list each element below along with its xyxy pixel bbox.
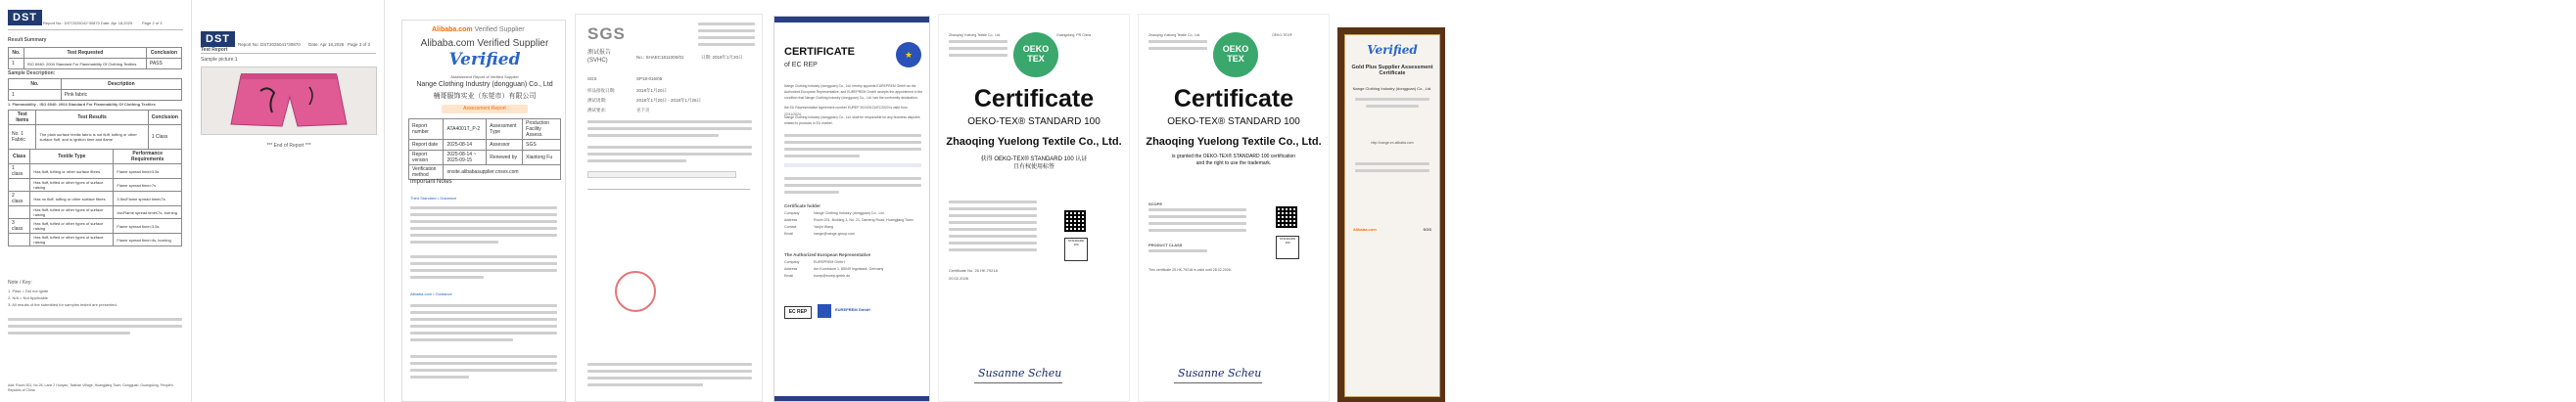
body-line: condition that Nange Clothing Industry (dongguan) Co., Ltd. has the conformity declaration,: [784, 96, 918, 100]
dst-logo: DST: [8, 10, 42, 25]
granted-line: is granted the OEKO-TEX® STANDARD 100 certification: [1171, 154, 1296, 159]
flammability-heading: 1. Flammability - ISO 6940: 2004 Standard For Flammability Of Clothing Textiles: [8, 102, 156, 107]
eu-label: Email: [784, 274, 793, 278]
header-location: Guangdong, PR China: [1056, 33, 1092, 37]
flammability-table: [8, 110, 182, 150]
footer-partner: SGS: [1423, 227, 1431, 232]
dst-logo: DST: [201, 31, 235, 47]
qr-code: [1064, 210, 1086, 232]
holder-value: nange@nange-group.com: [814, 232, 855, 236]
signature: Susanne Scheu: [978, 367, 1062, 380]
page-number: Page 3 of 3: [348, 42, 371, 47]
assessment-label: Assessment Report of Verified Supplier: [450, 74, 519, 79]
product-class-heading: PRODUCT CLASS: [1148, 243, 1183, 247]
certificate-subtitle: of EC REP: [784, 62, 818, 68]
granted-line-cn: 获得 OEKO-TEX® STANDARD 100 认证: [980, 156, 1088, 162]
field-value: 见下页: [636, 108, 650, 112]
class-cell: Flame spread time<4s, burning: [114, 234, 182, 246]
validity-date: 20.02.2026: [949, 276, 969, 281]
alibaba-brand: [432, 26, 525, 33]
scope-heading: SCOPE: [1148, 201, 1163, 206]
note-item: 1. Pass = Did not ignite: [8, 289, 49, 293]
col-test-results: Test Results: [36, 111, 148, 125]
info-cell: Xiaotong Fu: [523, 151, 561, 165]
assessment-report-tab: Assessment Report: [442, 105, 528, 113]
note-item: 3. All results of the submitted for samples tested are presented.: [8, 302, 117, 307]
field-value: 2018年1月20日 - 2018年1月26日: [636, 98, 702, 103]
oeko-tex-logo: OEKO TEX: [1213, 32, 1258, 77]
col-test-requested: Test Requested: [23, 48, 146, 59]
verified-badge: Verified: [1367, 43, 1418, 57]
oeko-tex-logo: OEKO TEX: [1013, 32, 1058, 77]
dst-report-page-3[interactable]: [193, 0, 385, 402]
notes-subheading: Alibaba.com • Guidance: [410, 291, 452, 296]
ec-rep-badge: EC REP: [784, 306, 812, 319]
col-textile-type: Textile Type: [30, 150, 114, 164]
holder-label: Company: [784, 211, 800, 215]
sample-cell: Pink fabric: [61, 90, 181, 101]
class-cell: [9, 206, 30, 219]
class-cell: Has fluff, tufted or other types of surface raising: [30, 179, 114, 192]
class-cell: Has fluff, tufted or other types of surface raising: [30, 206, 114, 219]
report-date: 日期: 2018年1月20日: [701, 55, 743, 60]
info-cell: Assessor: [487, 140, 523, 151]
cert-holder-heading: Certificate holder: [784, 203, 821, 208]
class-cell: 4s≤Flame spread time≤7s, burning: [114, 206, 182, 219]
test-report-title: Test Report: [201, 47, 228, 53]
company-name: Zhaoqing Yuelong Textile Co., Ltd.: [946, 136, 1122, 148]
sgs-test-report[interactable]: [575, 14, 763, 402]
col-test-items: Test Items: [9, 111, 36, 125]
holder-value: Room 201, Building 3, No. 21, Dameng Road, Huangjiang Town: [814, 218, 913, 222]
col-conclusion: Conclusion: [148, 111, 181, 125]
oeko-tex-certificate-en[interactable]: [1138, 14, 1330, 402]
info-cell: 2025-08-14: [444, 140, 487, 151]
summary-cell: 1: [9, 59, 24, 69]
class-cell: Flame spread time>7s: [114, 179, 182, 192]
signature: Susanne Scheu: [1178, 367, 1262, 380]
eu-value: Am Kornbaum 1, 85049 Ingolstadt, Germany: [814, 267, 884, 271]
pink-shorts-illustration: [202, 67, 376, 134]
note-item: 2. N/A = Not Applicable: [8, 295, 49, 300]
class-cell: Has fluff, tufted or other types of surface raising: [30, 234, 114, 246]
certificate-title: Gold Plus Supplier Assessment Certificate: [1351, 65, 1433, 76]
info-cell: Report version: [409, 151, 444, 165]
footer-address: Add: Room 301, No.26, Lane 2 Huoyan, Taishan Village, Huangjiang Town, Dongguan, Guangdong, People's Republic of China: [8, 383, 173, 392]
oeko-tex-certificate-cn[interactable]: [938, 14, 1130, 402]
website-url: http://nange.en.alibaba.com: [1371, 141, 1414, 145]
info-cell: Assessment Type: [487, 119, 523, 140]
ec-rep-certificate[interactable]: [773, 16, 930, 402]
class-cell: Has no fluff, tufting or other surface fibres: [30, 192, 114, 206]
company-name: Nange Clothing Industry (dongguan) Co., Ltd.: [1352, 86, 1432, 91]
class-cell: 3.5s≤Flame spread time≤7s: [114, 192, 182, 206]
highlight-bar: [784, 163, 921, 167]
holder-value: Nange Clothing Industry (dongguan) Co., Ltd.: [814, 211, 885, 215]
header-company: Zhaoqing Yuelong Textile Co., Ltd.: [1148, 33, 1201, 37]
certificate-number: Certificate No. 25.HK.79218: [949, 268, 998, 273]
certificate-title: Certificate: [1173, 85, 1294, 112]
validity-statement: This certificate 25.HK.79218 is valid until 28.02.2026.: [1148, 268, 1232, 272]
sgs-logo: SGS: [587, 24, 626, 43]
standard-label-box: [1276, 236, 1299, 259]
info-cell: Renewed by: [487, 151, 523, 165]
info-cell: Production Facility Assess.: [523, 119, 561, 140]
bottom-band: [774, 396, 929, 401]
notes-subheading: Third Standard • Guidance: [410, 196, 457, 201]
report-number: No.: SHAEC1811000/01: [636, 55, 684, 60]
eu-value: EUREPREM GmbH: [814, 260, 845, 264]
body-line: related to products in EU market.: [784, 121, 833, 125]
flam-cell: The plain surface textile fabric is not fluff, tufting or other surface fluff, and is ignition time and flame: [36, 125, 148, 150]
field-label: 测试周期:: [587, 98, 607, 103]
company-name-en: Nange Clothing Industry (dongguan) Co., Ltd: [416, 81, 553, 88]
company-name-cn: 楠哥服饰实业（东莞市）有限公司: [433, 93, 537, 100]
notes-heading: Note / Key:: [8, 280, 32, 286]
body-line: Authorized European Representative, and EUREPREM GmbH accepts the appointment in the: [784, 90, 923, 94]
header-company: Zhaoqing Yuelong Textile Co., Ltd.: [949, 33, 1002, 37]
col-no: No.: [9, 48, 24, 59]
col-performance: Performance Requirements: [114, 150, 182, 164]
verified-badge: Verified: [448, 50, 521, 69]
eu-label: Address: [784, 267, 798, 271]
standard-name: OEKO-TEX® STANDARD 100: [967, 116, 1101, 127]
label-text: STANDARD 100: [1279, 237, 1296, 245]
report-number: Report No: DST2025041*30870: [238, 42, 301, 47]
granted-line: and the right to use the trademark.: [1195, 160, 1272, 166]
standard-name: OEKO-TEX® STANDARD 100: [1167, 116, 1300, 127]
footer-brand: Alibaba.com: [1353, 227, 1377, 232]
sample-cell: 1: [9, 90, 62, 101]
eu-rep-heading: The Authorized European Representative: [784, 252, 871, 257]
class-cell: Flame spread time≥3.5s: [114, 164, 182, 179]
class-cell: 1 class: [9, 164, 30, 179]
summary-cell: PASS: [146, 59, 181, 69]
class-cell: Flame spread time<3.5s: [114, 219, 182, 234]
field-label: 测试要求:: [587, 108, 607, 112]
eu-stars-icon: ★: [896, 42, 921, 67]
eu-label: Company: [784, 260, 800, 264]
info-cell: 2025-08-14 ~ 2025-09-15: [444, 151, 487, 165]
end-of-report: *** End of Report ***: [266, 143, 311, 149]
info-cell: SGS: [523, 140, 561, 151]
eu-value: eurep@eurep-gmbh.de: [814, 274, 851, 278]
info-cell: ATA4001T_P-2: [444, 119, 487, 140]
holder-value: Yaojin Wang: [814, 225, 833, 229]
class-table: [8, 149, 182, 246]
page-number: Page 2 of 3: [142, 21, 163, 25]
info-cell: Report date: [409, 140, 444, 151]
class-cell: [9, 234, 30, 246]
alibaba-verified-report[interactable]: [401, 20, 566, 402]
col-no: No.: [9, 79, 62, 90]
alibaba-logo: Alibaba.com: [432, 26, 473, 33]
label-text: STANDARD 100: [1067, 239, 1085, 246]
flam-cell: 1 Class: [148, 125, 181, 150]
body-line: Nange Clothing Industry (dongguan) Co., Ltd. shall be responsible for any business disputes: [784, 115, 920, 119]
important-notes-heading: Important Notes: [410, 179, 452, 185]
class-cell: [9, 179, 30, 192]
col-description: Description: [61, 79, 181, 90]
class-cell: 2 class: [9, 192, 30, 206]
col-conclusion: Conclusion: [146, 48, 181, 59]
qr-code: [1276, 206, 1297, 228]
report-date: Date: Apr 18,2025: [308, 42, 345, 47]
eu-company-name: EUREPREM GmbH: [835, 307, 870, 312]
class-cell: Has fluff, tufted or other types of surface raising: [30, 219, 114, 234]
holder-label: Contact: [784, 225, 797, 229]
body-line: Nange Clothing Industry (dongguan) Co., Ltd. hereby appoints EUREPREM GmbH as the: [784, 84, 916, 88]
sample-picture-heading: Sample picture:1: [201, 57, 238, 63]
header-brand: OEKO-TEX®: [1272, 33, 1292, 37]
report-header-fields: Report No.: DST2025041*30870 Date: Apr 18,2025: [43, 21, 133, 25]
sample-photo: [201, 67, 377, 135]
certificate-title: CERTIFICATE: [784, 46, 855, 58]
standard-label-box: [1064, 238, 1088, 261]
class-cell: 3 class: [9, 219, 30, 234]
body-line: the EU Representative Agreement number EUREP 2024/0121/EC2020 is valid from 22/11/2024.: [784, 106, 908, 116]
sample-table: [8, 78, 182, 101]
flam-cell: No. 1 Fabric: [9, 125, 36, 150]
info-cell: Report number: [409, 119, 444, 140]
summary-cell: ISO 6940: 2004 Standard For Flammability Of Clothing Textiles: [23, 59, 146, 69]
holder-label: Address: [784, 218, 798, 222]
holder-label: Email: [784, 232, 793, 236]
certificate-paper: [1344, 34, 1440, 397]
field-value: SP18-016/05: [636, 76, 663, 81]
class-cell: Has fluff, tufting or other surface fibres: [30, 164, 114, 179]
field-label: 样品接收日期:: [587, 88, 616, 93]
report-info-table: [408, 118, 561, 180]
field-label: SGS: [587, 76, 597, 81]
report-title-sub: (SVHC): [587, 58, 608, 64]
col-class: Class: [9, 150, 30, 164]
gold-plus-framed-certificate[interactable]: [1337, 27, 1445, 402]
result-summary-heading: Result Summary: [8, 37, 47, 43]
info-cell: onsite.alibabasupplier.cnsvs.com: [444, 165, 561, 180]
sample-description-heading: Sample Description:: [8, 70, 56, 76]
brand-suffix: Verified Supplier: [474, 26, 525, 33]
top-band: [774, 17, 929, 22]
company-name: Zhaoqing Yuelong Textile Co., Ltd.: [1146, 136, 1322, 148]
dst-report-page-2[interactable]: [0, 0, 192, 402]
info-cell: Verification method: [409, 165, 444, 180]
sgs-stamp: [615, 271, 656, 312]
eu-logo-icon: [818, 304, 831, 318]
field-value: 2018年1月20日: [636, 88, 668, 93]
verified-supplier-headline: Alibaba.com Verified Supplier: [420, 38, 549, 49]
granted-line-cn: 且有权使用标签: [1012, 164, 1054, 170]
highlight-bar: [587, 171, 736, 178]
certificate-title: Certificate: [973, 85, 1095, 112]
summary-table: [8, 47, 182, 69]
report-title-cn: 测试报告: [587, 50, 612, 56]
